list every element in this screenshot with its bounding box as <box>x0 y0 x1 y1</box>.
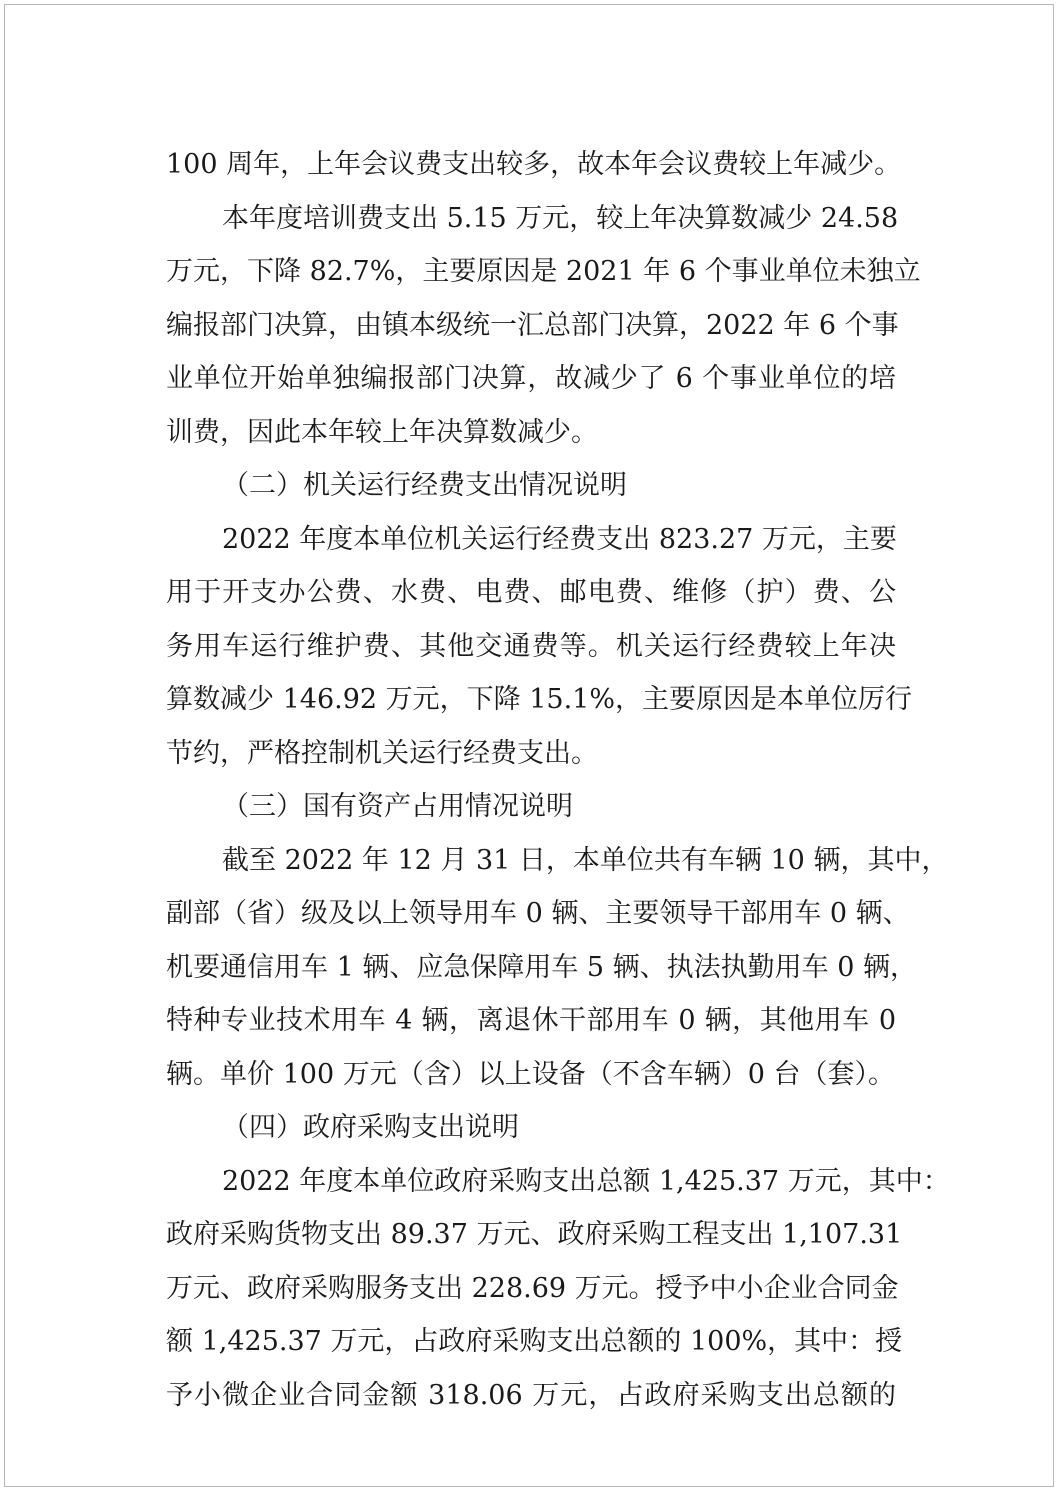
paragraph-line: 机要通信用车 1 辆、应急保障用车 5 辆、执法执勤用车 0 辆， <box>166 951 918 983</box>
paragraph-line: 业单位开始单独编报部门决算，故减少了 6 个事业单位的培 <box>166 363 896 394</box>
paragraph-line: 副部（省）级及以上领导用车 0 辆、主要领导干部用车 0 辆、 <box>166 898 910 929</box>
paragraph-line: 训费，因此本年较上年决算数减少。 <box>166 416 598 448</box>
paragraph-line: 截至 2022 年 12 月 31 日，本单位共有车辆 10 辆，其中， <box>222 844 949 876</box>
paragraph-line: 特种专业技术用车 4 辆，离退休干部用车 0 辆，其他用车 0 <box>166 1005 896 1036</box>
section-heading: （二）机关运行经费支出情况说明 <box>222 470 627 501</box>
paragraph-line: 予小微企业合同金额 318.06 万元，占政府采购支出总额的 <box>166 1379 896 1411</box>
paragraph-line: 算数减少 146.92 万元，下降 15.1%，主要原因是本单位厉行 <box>166 684 912 715</box>
document-body <box>166 138 950 1422</box>
paragraph-line: 万元、政府采购服务支出 228.69 万元。授予中小企业合同金 <box>166 1272 899 1304</box>
paragraph-line: 2022 年度本单位机关运行经费支出 823.27 万元，主要 <box>222 523 897 555</box>
paragraph-line: 编报部门决算，由镇本级统一汇总部门决算，2022 年 6 个事 <box>166 309 899 341</box>
paragraph-line: 本年度培训费支出 5.15 万元，较上年决算数减少 24.58 <box>222 202 899 234</box>
paragraph-line: 节约，严格控制机关运行经费支出。 <box>166 737 598 769</box>
paragraph-line: 万元，下降 82.7%，主要原因是 2021 年 6 个事业单位未独立 <box>166 256 921 287</box>
paragraph-line: 用于开支办公费、水费、电费、邮电费、维修（护）费、公 <box>166 577 896 608</box>
section-heading: （三）国有资产占用情况说明 <box>222 791 573 822</box>
section-heading: （四）政府采购支出说明 <box>222 1112 519 1143</box>
paragraph-line: 政府采购货物支出 89.37 万元、政府采购工程支出 1,107.31 <box>166 1219 903 1250</box>
paragraph-line: 2022 年度本单位政府采购支出总额 1,425.37 万元，其中： <box>222 1165 950 1197</box>
paragraph-line: 务用车运行维护费、其他交通费等。机关运行经费较上年决 <box>166 630 896 662</box>
paragraph-line: 辆。单价 100 万元（含）以上设备（不含车辆）0 台（套）。 <box>166 1058 895 1090</box>
paragraph-line: 额 1,425.37 万元，占政府采购支出总额的 100%，其中：授 <box>166 1326 903 1357</box>
paragraph-line: 100 周年，上年会议费支出较多，故本年会议费较上年减少。 <box>166 149 902 180</box>
